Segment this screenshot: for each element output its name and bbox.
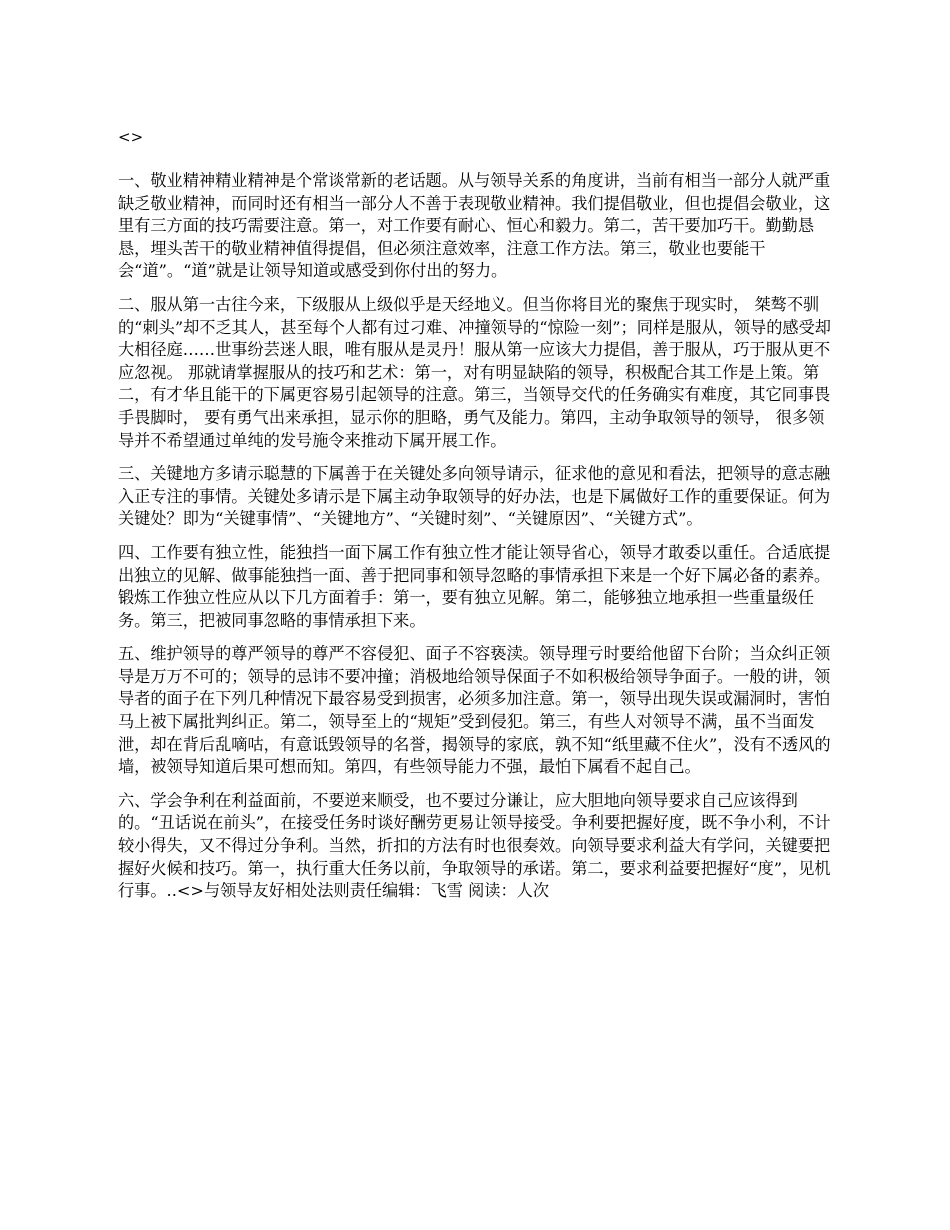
paragraph-obedience-first: 二、服从第一古往今来，下级服从上级似乎是天经地义。但当你将目光的聚焦于现实时， 桀骜不驯的“刺头”却不乏其人，甚至每个人都有过刁难、冲撞领导的“惊险一刻”；同样是服从，领导的感受却大相径庭……世事纷芸迷人眼，唯有服从是灵丹！服从第一应该大力提倡，善于服从，巧于服从更不应忽视。 那就请掌握服从的技巧和艺术：第一，对有明显缺陷的领导，积极配合其工作是上策。第二，有才华且能干的下属更容易引起领导的注意。第三，当领导交代的任务确实有难度，其它同事畏手畏脚时， 要有勇气出来承担，显示你的胆略，勇气及能力。第四，主动争取领导的领导， 很多领导并不希望通过单纯的发号施令来推动下属开展工作。 (118, 294, 831, 450)
paragraph-respect-for-work: 一、敬业精神精业精神是个常谈常新的老话题。从与领导关系的角度讲，当前有相当一部分人就严重缺乏敬业精神，而同时还有相当一部分人不善于表现敬业精神。我们提倡敬业，但也提倡会敬业，这里有三方面的技巧需要注意。第一，对工作要有耐心、恒心和毅力。第二，苦干要加巧干。勤勤恳恳，埋头苦干的敬业精神值得提倡，但必须注意效率，注意工作方法。第三，敬业也要能干会“道”。“道”就是让领导知道或感受到你付出的努力。 (118, 171, 831, 281)
paragraph-ask-at-key-points: 三、关键地方多请示聪慧的下属善于在关键处多向领导请示，征求他的意见和看法，把领导的意志融入正专注的事情。关键处多请示是下属主动争取领导的好办法，也是下属做好工作的重要保证。何为关键处？即为“关键事情”、“关键地方”、“关键时刻”、“关键原因”、“关键方式”。 (118, 464, 831, 529)
paragraph-work-independence: 四、工作要有独立性，能独挡一面下属工作有独立性才能让领导省心，领导才敢委以重任。合适底提出独立的见解、做事能独挡一面、善于把同事和领导忽略的事情承担下来是一个好下属必备的素养。锻炼工作独立性应从以下几方面着手：第一，要有独立见解。第二，能够独立地承担一些重量级任务。第三，把被同事忽略的事情承担下来。 (118, 542, 831, 630)
header-marker: <> (118, 128, 144, 146)
paragraph-maintain-dignity: 五、维护领导的尊严领导的尊严不容侵犯、面子不容亵渎。领导理亏时要给他留下台阶；当众纠正领导是万万不可的；领导的忌讳不要冲撞；消极地给领导保面子不如积极给领导争面子。一般的讲，领导者的面子在下列几种情况下最容易受到损害，必须多加注意。第一，领导出现失误或漏洞时，害怕马上被下属批判纠正。第二，领导至上的“规矩”受到侵犯。第三，有些人对领导不满，虽不当面发泄，却在背后乱嘀咕，有意诋毁领导的名誉，揭领导的家底，孰不知“纸里藏不住火”，没有不透风的墙，被领导知道后果可想而知。第四，有些领导能力不强，最怕下属看不起自己。 (118, 644, 831, 777)
document-page (118, 126, 834, 914)
paragraph-strive-for-benefits: 六、学会争利在利益面前，不要逆来顺受，也不要过分谦让，应大胆地向领导要求自己应该得到的。“丑话说在前头”，在接受任务时谈好酬劳更易让领导接受。争利要把握好度，既不争小利，不计较小得失，又不得过分争利。当然，折扣的方法有时也很奏效。向领导要求利益大有学问，关键要把握好火候和技巧。第一，执行重大任务以前，争取领导的承诺。第二，要求利益要把握好“度”，见机行事。..<>与领导友好相处法则责任编辑：飞雪 阅读：人次 (118, 790, 831, 901)
